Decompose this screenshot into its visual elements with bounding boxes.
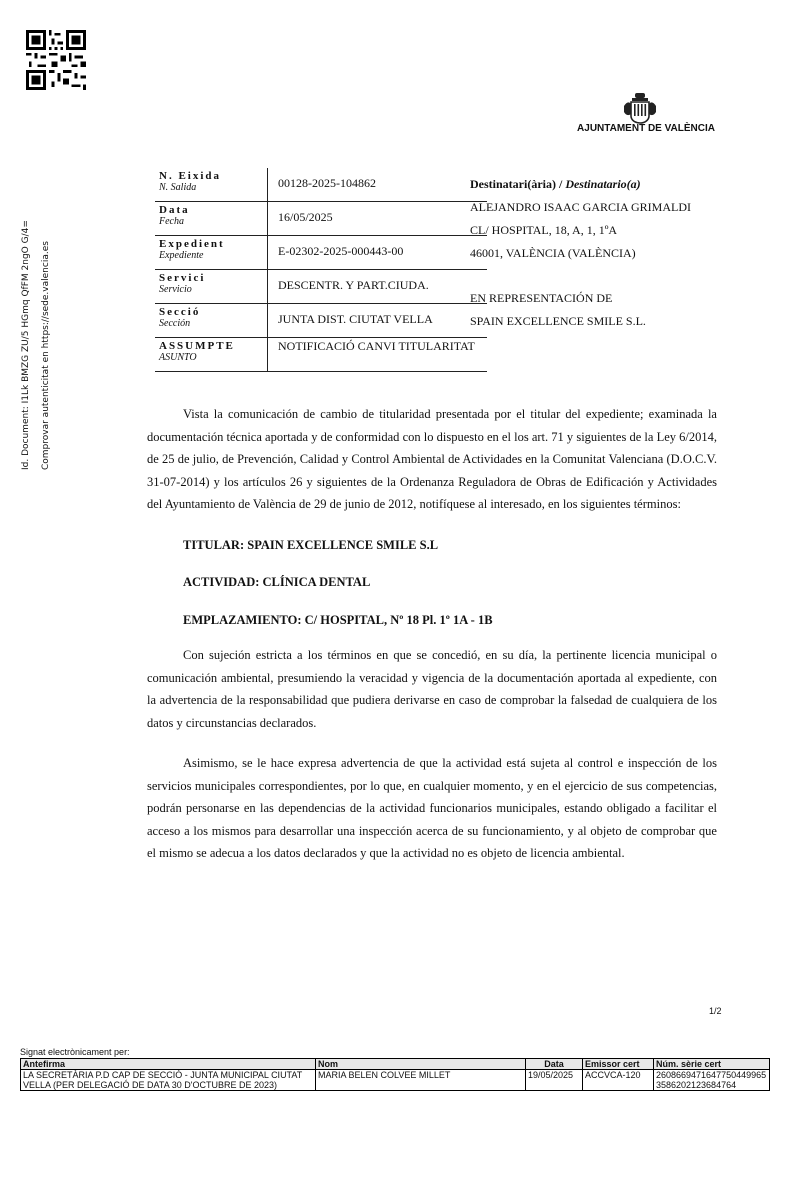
column-header: Emissor cert — [583, 1059, 654, 1070]
signature-cell-name: MARIA BELEN COLVEE MILLET — [316, 1070, 526, 1091]
meta-row-expedient — [155, 236, 487, 270]
column-header: Nom — [316, 1059, 526, 1070]
titular-heading: TITULAR: SPAIN EXCELLENCE SMILE S.L — [183, 537, 439, 552]
signature-cell-serial: 26086694716477504499653586202123684764 — [654, 1070, 770, 1091]
verify-url[interactable]: Comprovar autenticitat en https://sede.valencia.es — [41, 241, 51, 470]
signature-table — [20, 1058, 770, 1091]
meta-row-date — [155, 202, 487, 236]
body-paragraph-conditions: Con sujeción estricta a los términos en que se concedió, en su día, la pertinente licencia municipal o comunicación ambiental, presumiendo la veracidad y vigencia de la documentación aportada al expediente, con la advertencia de la responsabilidad que pudiera derivarse en caso de comprobar la falsedad de cualquiera de los datos y circunstancias declarados. — [147, 648, 717, 730]
meta-label: Data — [159, 204, 190, 216]
document-id-vertical — [16, 220, 56, 470]
recipient-block — [470, 173, 691, 333]
meta-sublabel: N. Salida — [159, 182, 197, 193]
representation-label: EN REPRESENTACIÓN DE — [470, 291, 613, 305]
meta-sublabel: Expediente — [159, 250, 204, 261]
organization-name: AJUNTAMENT DE VALÈNCIA — [577, 123, 715, 134]
meta-label: N. Eixida — [159, 170, 222, 182]
actividad-heading: ACTIVIDAD: CLÍNICA DENTAL — [183, 575, 371, 589]
meta-value: 16/05/2025 — [268, 202, 488, 236]
emplazamiento-heading: EMPLAZAMIENTO: C/ HOSPITAL, Nº 18 Pl. 1º 1A - 1B — [183, 612, 493, 627]
represented-company: SPAIN EXCELLENCE SMILE S.L. — [470, 314, 646, 328]
recipient-heading-es: Destinatario(a) — [565, 177, 641, 191]
meta-sublabel: Sección — [159, 318, 191, 329]
recipient-heading — [470, 173, 691, 196]
meta-sublabel: Fecha — [159, 216, 184, 227]
recipient-address-line2: 46001, VALÈNCIA (VALÈNCIA) — [470, 246, 636, 260]
meta-row-exit-number — [155, 168, 487, 202]
signature-cell-issuer: ACCVCA-120 — [583, 1070, 654, 1091]
meta-row-service — [155, 270, 487, 304]
column-header: Antefirma — [21, 1059, 316, 1070]
signature-row — [21, 1070, 770, 1091]
meta-label: Secció — [159, 306, 201, 318]
body-paragraph-intro: Vista la comunicación de cambio de titularidad presentada por el titular del expediente; examinada la documentación técnica aportada y de conformidad con lo dispuesto en el los art. 71 y siguientes de la Ley 6/2014, de 25 de julio, de Prevención, Calidad y Control Ambiental de Actividades en la Comunitat Valenciana (D.O.C.V. 31-07-2014) y los artículos 26 y siguientes de la Ordenanza Reguladora de Obras de Edificación y Actividades del Ayuntamiento de València de 29 de junio de 2012, notifíquese al interesado, en los siguientes términos: — [147, 407, 717, 511]
meta-row-section — [155, 304, 487, 338]
document-id: Id. Document: I1Lk BMZG ZU/5 HGmq QfFM 2ngO G/4= — [21, 220, 31, 470]
recipient-address-line1: CL/ HOSPITAL, 18, A, 1, 1ºA — [470, 223, 618, 237]
signature-title: Signat electrònicament per: — [20, 1047, 130, 1057]
meta-sublabel: ASUNTO — [159, 352, 197, 363]
meta-row-subject — [155, 338, 487, 372]
qr-code — [26, 30, 86, 90]
notification-metadata-table — [155, 168, 487, 372]
body-paragraph-inspection: Asimismo, se le hace expresa advertencia de que la actividad está sujeta al control e inspección de los servicios municipales correspondientes, por lo que, en cualquier momento, y en el ejercicio de sus competencias, podrán personarse en las dependencias de la actividad funcionarios municipales, estando obligado a facilitar el acceso a los mismos para desarrollar una inspección acerca de su funcionamiento, y al objeto de comprobar que el mismo se adecua a los datos declarados y que la actividad no es objeto de licencia ambiental. — [147, 756, 717, 860]
meta-value: E-02302-2025-000443-00 — [268, 236, 488, 270]
meta-value: NOTIFICACIÓ CANVI TITULARITAT — [268, 338, 488, 372]
column-header: Núm. sèrie cert — [654, 1059, 770, 1070]
meta-value: JUNTA DIST. CIUTAT VELLA — [268, 304, 488, 338]
page-number: 1/2 — [709, 1006, 722, 1016]
column-header: Data — [526, 1059, 583, 1070]
recipient-name: ALEJANDRO ISAAC GARCIA GRIMALDI — [470, 200, 692, 214]
meta-sublabel: Servicio — [159, 284, 192, 295]
recipient-heading-va: Destinatari(ària) / — [470, 177, 566, 191]
meta-value: DESCENTR. Y PART.CIUDA. — [268, 270, 488, 304]
meta-label: Expedient — [159, 238, 225, 250]
signature-cell-antefirma: LA SECRETÀRIA P.D CAP DE SECCIÓ - JUNTA MUNICIPAL CIUTAT VELLA (PER DELEGACIÓ DE DATA 30 D'OCTUBRE DE 2023) — [21, 1070, 316, 1091]
city-crest-icon — [620, 92, 660, 126]
meta-label: Servici — [159, 272, 206, 284]
signature-header-row — [21, 1059, 770, 1070]
notification-body — [147, 403, 717, 865]
meta-value: 00128-2025-104862 — [268, 168, 488, 202]
signature-cell-date: 19/05/2025 — [526, 1070, 583, 1091]
meta-label: ASSUMPTE — [159, 340, 235, 352]
